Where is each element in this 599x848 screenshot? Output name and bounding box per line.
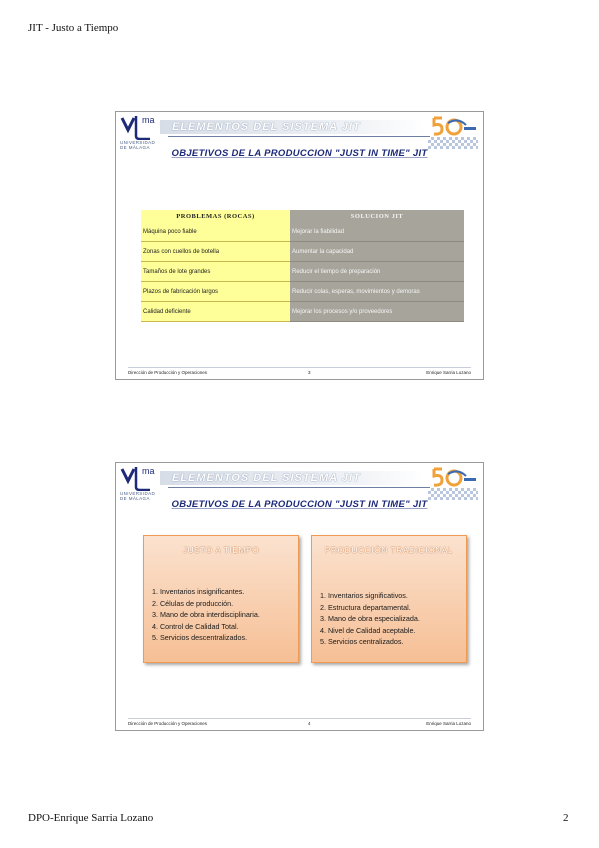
table-cell-problem: Máquina poco fiable — [141, 222, 290, 242]
banner-title: ELEMENTOS DEL SISTEMA JIT — [172, 472, 361, 484]
list-item: 5. Servicios centralizados. — [320, 637, 404, 646]
traditional-box — [311, 535, 467, 663]
list-item: 5. Servicios descentralizados. — [152, 633, 248, 642]
table-cell-solution: Reducir colas, esperas, movimientos y demoras — [290, 282, 464, 302]
uma-logo-icon — [120, 114, 160, 140]
table-header-row — [141, 210, 464, 222]
anniversary-50-icon — [428, 466, 478, 488]
page-header: JIT - Justo a Tiempo — [28, 22, 119, 34]
footer-slide-number: 3 — [308, 370, 311, 375]
uma-logo-icon — [120, 465, 160, 491]
jit-list — [152, 586, 292, 644]
column-header-problems: PROBLEMAS (ROCAS) — [141, 210, 290, 222]
slide-3 — [115, 111, 484, 380]
footer-course: Dirección de Producción y Operaciones — [128, 721, 208, 726]
anniversary-logo — [428, 115, 482, 149]
list-item: 3. Mano de obra interdisciplinaria. — [152, 610, 260, 619]
problems-solutions-table — [141, 210, 464, 322]
table-cell-solution: Mejorar la fiabilidad — [290, 222, 464, 242]
table-row — [141, 222, 464, 242]
list-item: 4. Nivel de Calidad aceptable. — [320, 625, 416, 635]
list-item: 2. Células de producción. — [152, 598, 234, 608]
list-item: 1. Inventarios insignificantes. — [152, 587, 245, 596]
footer-author: Enrique Sarria Lozano — [426, 370, 471, 375]
banner — [160, 471, 426, 485]
slide-4 — [115, 462, 484, 731]
table-row — [141, 282, 464, 302]
footer-author: Enrique Sarria Lozano — [426, 721, 471, 726]
column-header-solutions: SOLUCION JIT — [290, 210, 464, 222]
table-cell-problem: Tamaños de lote grandes — [141, 262, 290, 282]
list-item: 2. Estructura departamental. — [320, 602, 411, 612]
university-name: UNIVERSIDAD DE MÁLAGA — [120, 140, 156, 150]
table-cell-solution: Reducir el tiempo de preparación — [290, 262, 464, 282]
table-row — [141, 262, 464, 282]
svg-text:ma: ma — [142, 466, 155, 476]
traditional-list — [320, 590, 460, 648]
table-row — [141, 302, 464, 322]
anniversary-50-icon — [428, 115, 478, 137]
banner — [160, 120, 426, 134]
banner-title: ELEMENTOS DEL SISTEMA JIT — [172, 121, 361, 133]
slide-subtitle: OBJETIVOS DE LA PRODUCCION "JUST IN TIME" JIT — [171, 148, 428, 159]
page-footer-author: DPO-Enrique Sarria Lozano — [28, 812, 154, 824]
table-cell-solution: Mejorar los procesos y/o proveedores — [290, 302, 464, 322]
anniversary-logo — [428, 466, 482, 500]
table-cell-solution: Aumentar la capacidad — [290, 242, 464, 262]
list-item: 1. Inventarios significativos. — [320, 591, 408, 600]
svg-text:ma: ma — [142, 115, 155, 125]
slide-subtitle: OBJETIVOS DE LA PRODUCCION "JUST IN TIME" JIT — [171, 499, 428, 510]
slide-footer — [128, 718, 471, 728]
slide-footer — [128, 367, 471, 377]
list-item: 3. Mano de obra especializada. — [320, 614, 420, 623]
footer-slide-number: 4 — [308, 721, 311, 726]
jit-box-title: JUSTO A TIEMPO — [182, 545, 260, 555]
traditional-box-title: PRODUCCIÓN TRADICIONAL — [324, 545, 454, 555]
header-rule — [168, 136, 430, 137]
list-item: 4. Control de Calidad Total. — [152, 621, 239, 631]
header-rule — [168, 487, 430, 488]
page-number: 2 — [563, 812, 569, 824]
table-cell-problem: Calidad deficiente — [141, 302, 290, 322]
university-name: UNIVERSIDAD DE MÁLAGA — [120, 491, 156, 501]
jit-box — [143, 535, 299, 663]
footer-course: Dirección de Producción y Operaciones — [128, 370, 208, 375]
table-cell-problem: Plazos de fabricación largos — [141, 282, 290, 302]
table-row — [141, 242, 464, 262]
table-cell-problem: Zonas con cuellos de botella — [141, 242, 290, 262]
